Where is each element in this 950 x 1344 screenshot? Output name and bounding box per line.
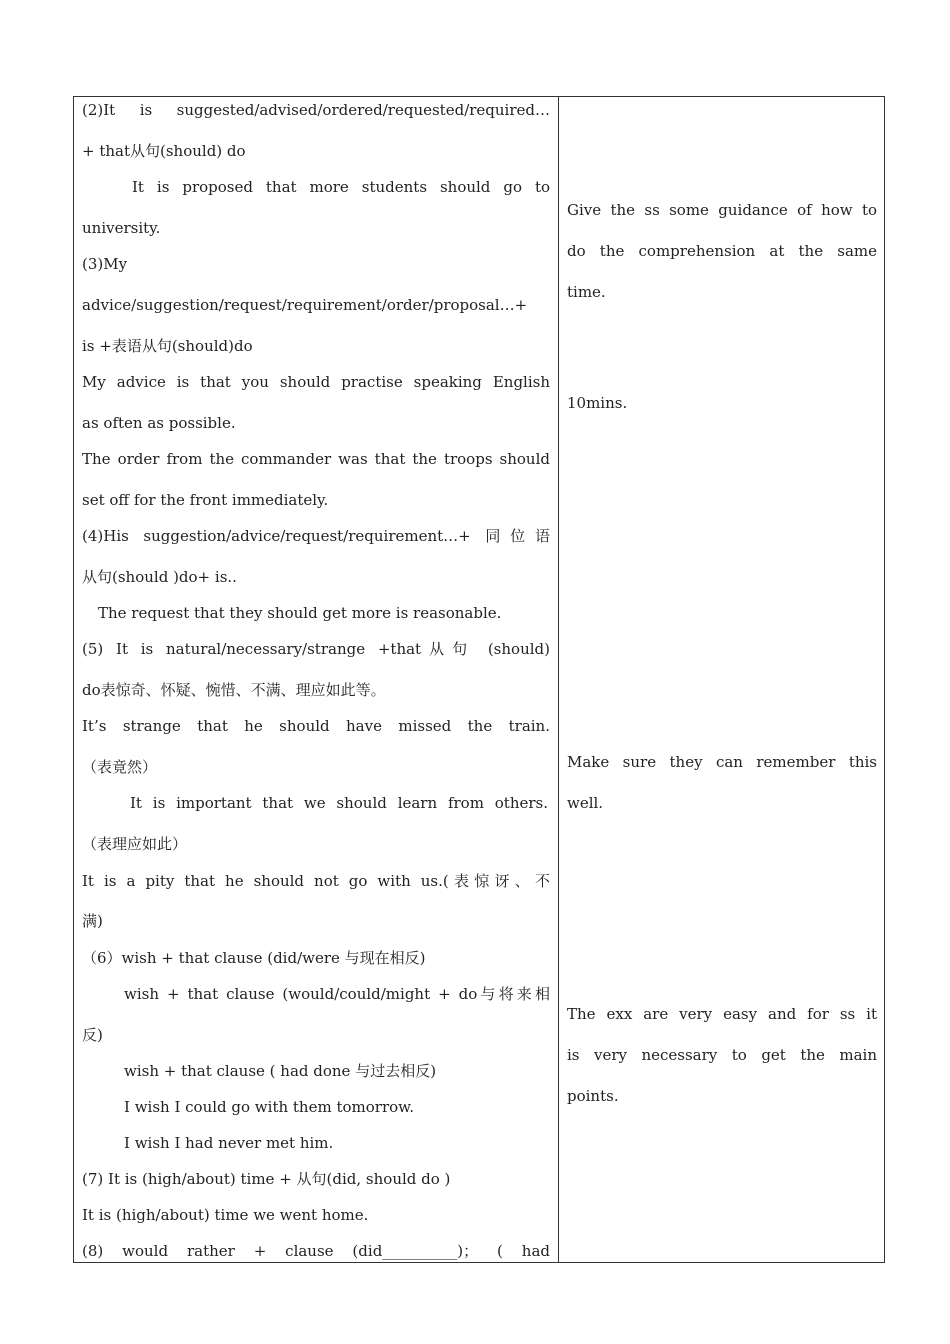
left-line: （6）wish + that clause (did/were 与现在相反)	[82, 949, 426, 967]
left-line: (5) It is natural/necessary/strange +that从句 (should)	[82, 640, 550, 658]
left-line: advice/suggestion/request/requirement/order/proposal…+	[82, 296, 528, 314]
left-line: （表竟然）	[82, 758, 158, 776]
left-line: + that从句(should) do	[82, 142, 246, 160]
left-line: wish + that clause ( had done 与过去相反)	[124, 1062, 437, 1080]
left-line: (2)It is suggested/advised/ordered/requested/required…	[82, 101, 550, 119]
right-line: is very necessary to get the main	[567, 1046, 877, 1064]
left-line: university.	[82, 219, 161, 237]
right-line: Give the ss some guidance of how to	[567, 201, 877, 219]
left-line: (4)His suggestion/advice/request/requirement…+ 同位语	[82, 527, 550, 545]
right-line: points.	[567, 1087, 619, 1105]
right-line: do the comprehension at the same	[567, 242, 877, 260]
left-line: (7) It is (high/about) time + 从句(did, should do )	[82, 1170, 451, 1188]
left-line: It is a pity that he should not go with us.(表惊讶、不	[82, 872, 550, 890]
left-line: The request that they should get more is reasonable.	[98, 604, 502, 622]
left-line: wish + that clause (would/could/might + do与将来相	[124, 985, 550, 1003]
left-line: （表理应如此）	[82, 835, 188, 853]
left-line: It is proposed that more students should go to	[132, 178, 550, 196]
right-line: Make sure they can remember this	[567, 753, 877, 771]
left-line: I wish I could go with them tomorrow.	[124, 1098, 414, 1116]
left-line: (8) would rather + clause (did__________)； ( had	[82, 1242, 550, 1260]
column-divider	[558, 96, 559, 1263]
right-line: time.	[567, 283, 606, 301]
left-line: 满)	[82, 912, 103, 930]
left-line: (3)My	[82, 255, 128, 273]
left-line: is +表语从句(should)do	[82, 337, 253, 355]
right-line: The exx are very easy and for ss it	[567, 1005, 877, 1023]
left-line: 反)	[82, 1026, 103, 1044]
left-line: It is (high/about) time we went home.	[82, 1206, 369, 1224]
right-line: 10mins.	[567, 394, 628, 412]
right-line: well.	[567, 794, 604, 812]
left-line: The order from the commander was that the troops should	[82, 450, 550, 468]
left-line: It is important that we should learn from others.	[130, 794, 548, 812]
left-line: do表惊奇、怀疑、惋惜、不满、理应如此等。	[82, 681, 386, 699]
left-line: My advice is that you should practise speaking English	[82, 373, 550, 391]
left-line: 从句(should )do+ is..	[82, 568, 237, 586]
left-line: as often as possible.	[82, 414, 236, 432]
left-line: set off for the front immediately.	[82, 491, 329, 509]
left-line: It’s strange that he should have missed the train.	[82, 717, 550, 735]
left-line: I wish I had never met him.	[124, 1134, 334, 1152]
